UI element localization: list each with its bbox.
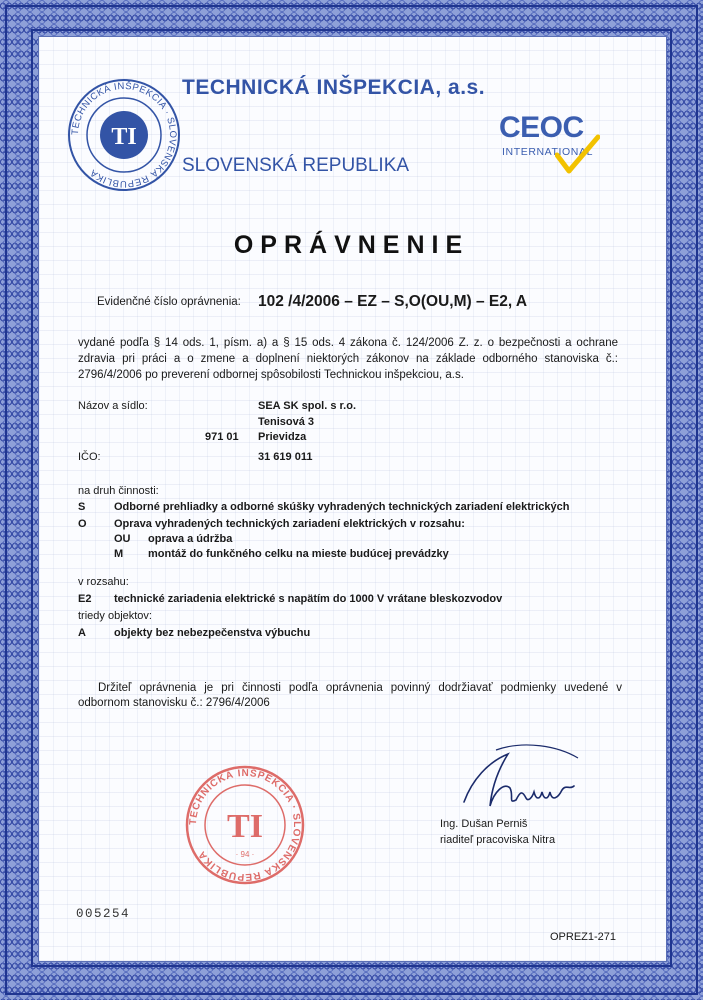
document-title: OPRÁVNENIE — [233, 231, 470, 259]
ceoc-logo-text: CEOC — [499, 111, 584, 144]
scope-code: E2 — [78, 593, 92, 605]
signatory-name: Ing. Dušan Perniš — [440, 818, 528, 830]
stamp-ring-text: TECHNICKÁ INŠPEKCIA · SLOVENSKÁ REPUBLIKA — [187, 767, 303, 883]
activities-label: na druh činnosti: — [78, 485, 159, 497]
subactivity-text: oprava a údržba — [148, 533, 233, 545]
country-name: SLOVENSKÁ REPUBLIKA — [182, 155, 410, 176]
object-class-text: objekty bez nebezpečenstva výbuchu — [114, 627, 311, 639]
ico-value: 31 619 011 — [258, 451, 313, 463]
subactivity-code: OU — [114, 533, 131, 545]
registration-label: Evidenčné číslo oprávnenia: — [97, 296, 241, 308]
activity-text: Oprava vyhradených technických zariadení elektrických v rozsahu: — [114, 518, 465, 530]
handwritten-signature — [454, 740, 594, 830]
holder-name: SEA SK spol. s r.o. — [258, 400, 357, 412]
object-class-code: A — [78, 627, 86, 639]
ceoc-check-icon — [555, 133, 600, 175]
conditions-paragraph: Držiteľ oprávnenia je pri činnosti podľa oprávnenia povinný dodržiavať podmienky uvedené v odbornom stanovisku č.: 2796/4/2006 — [78, 682, 622, 709]
activity-code: O — [78, 518, 87, 530]
legal-basis-paragraph: vydané podľa § 14 ods. 1, písm. a) a § 15 ods. 4 zákona č. 124/2006 Z. z. o bezpečnosti a ochrane zdravia pri práci a o zmene a doplnení niektorých zákonov na základe odborného stanoviska č.: 2796/4/2006 po preverení odbornej spôsobilosti Technickou inšpekciou, a.s. — [78, 337, 618, 381]
serial-number: 005254 — [76, 907, 131, 921]
subactivity-text: montáž do funkčného celku na mieste budúcej prevádzky — [148, 548, 449, 560]
activity-code: S — [78, 501, 86, 513]
holder-street: Tenisová 3 — [258, 416, 315, 428]
organization-name: TECHNICKÁ INŠPEKCIA, a.s. — [182, 76, 486, 99]
logo-ring-text: TECHNICKÁ INŠPEKCIA · SLOVENSKÁ REPUBLIKA — [69, 80, 179, 190]
holder-city: Prievidza — [258, 431, 307, 443]
subactivity-code: M — [114, 548, 124, 560]
scope-text: technické zariadenia elektrické s napätím do 1000 V vrátane bleskozvodov — [114, 593, 503, 605]
ico-label: IČO: — [78, 451, 101, 463]
logo-ti-letters: TI — [111, 124, 137, 150]
ti-logo-seal — [66, 77, 182, 193]
official-stamp — [183, 763, 307, 887]
scope-label: v rozsahu: — [78, 576, 129, 588]
holder-name-label: Názov a sídlo: — [78, 400, 148, 412]
form-code: OPREZ1-271 — [550, 931, 617, 943]
stamp-number: · 94 · — [235, 850, 255, 859]
signatory-role: riaditeľ pracoviska Nitra — [440, 834, 556, 846]
stamp-ti-letters: TI — [227, 808, 263, 845]
object-class-label: triedy objektov: — [78, 610, 152, 622]
ceoc-international-text: INTERNATIONAL — [502, 146, 594, 158]
registration-number: 102 /4/2006 – EZ – S,O(OU,M) – E2, A — [258, 293, 528, 310]
holder-zip: 971 01 — [205, 431, 239, 443]
activity-text: Odborné prehliadky a odborné skúšky vyhradených technických zariadení elektrických — [114, 501, 570, 513]
